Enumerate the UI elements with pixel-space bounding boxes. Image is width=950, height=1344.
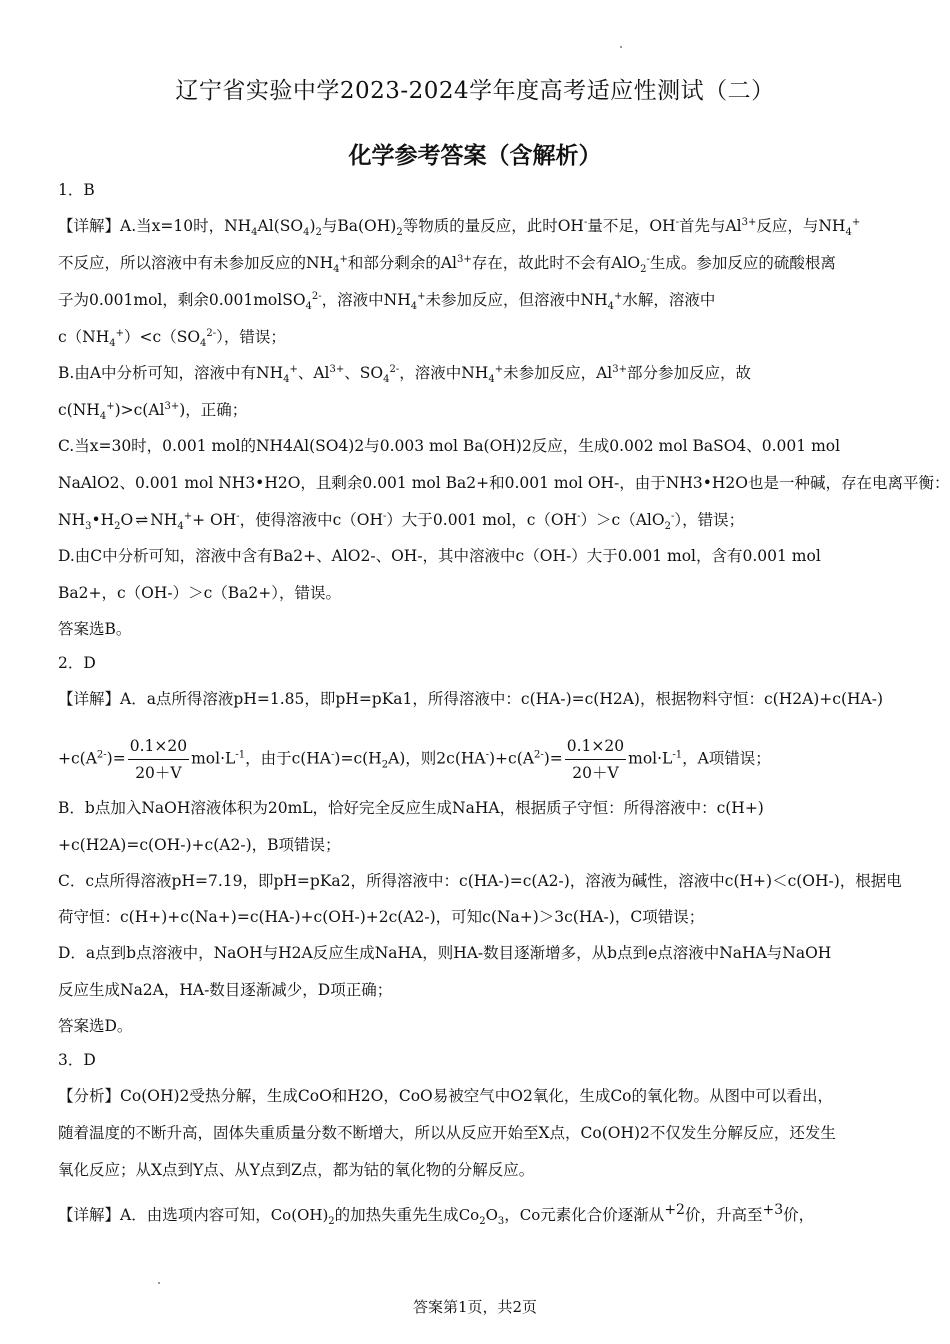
text-line: 不反应，所以溶液中有未参加反应的$NH_4^+$和部分剩余的$Al^{3+}$存在，故此时不会有AlO$_2$-生成。参加反应的硫酸根离 xyxy=(58,253,836,276)
text-line: +c(H2A)=c(OH-)+c(A2-)，B项错误； xyxy=(58,836,341,854)
text-line: $c(NH_4^+)<c(SO_4^{2-})$，错误； xyxy=(58,327,286,350)
text-line: 氧化反应；从X点到Y点、从Y点到Z点，都为钴的氧化物的分解反应。 xyxy=(58,1161,535,1179)
page-footer: 答案第1页，共2页 xyxy=(412,1298,538,1316)
text-line: 反应生成Na2A，HA-数目逐渐减少，D项正确； xyxy=(58,981,393,999)
question-2-answer: 2．D xyxy=(58,654,96,672)
text-line: 【详解】A.当x=10时，$NH_4Al(SO_4)_2$与$Ba(OH)_2$等物质的量反应，此时OH-量不足，OH-首先与$Al^{3+}$反应，与$NH_4^+$ xyxy=(58,216,861,239)
text-line: 子为0.001mol，剩余0.001molSO$_4^{2-}$，溶液中$NH_4^+$未参加反应，但溶液中$NH_4^+$水解，溶液中 xyxy=(58,290,716,313)
fraction: $\frac{0.1\times 20}{20+V}$ xyxy=(129,737,188,782)
question-1-answer: 1．B xyxy=(58,181,95,199)
text-line: D.由C中分析可知，溶液中含有Ba2+、AlO2-、OH-，其中溶液中c（OH-）大于0.001 mol，含有0.001 mol xyxy=(58,547,821,565)
question-3-answer: 3．D xyxy=(58,1051,96,1069)
text-line: B.由A中分析可知，溶液中有$NH_4^+$、$Al^{3+}$、$SO_4^{2-}$，溶液中$NH_4^+$未参加反应，$Al^{3+}$部分参加反应，故 xyxy=(58,363,751,386)
document-title: 辽宁省实验中学2023-2024学年度高考适应性测试（二） xyxy=(175,78,775,104)
equilibrium-arrow-icon: ⇌ xyxy=(135,511,149,529)
text-line: 答案选D。 xyxy=(58,1017,133,1035)
page-speck xyxy=(620,46,622,48)
text-line: 荷守恒：c(H+)+c(Na+)=c(HA-)+c(OH-)+2c(A2-)，可知c(Na+)＞3c(HA-)，C项错误； xyxy=(58,908,705,926)
page-speck xyxy=(158,1282,160,1284)
text-line: 【详解】A．a点所得溶液pH=1.85，即pH=pKa1，所得溶液中：c(HA-)=c(H2A)，根据物料守恒：c(H2A)+c(HA-) xyxy=(58,690,884,708)
text-line: B．b点加入NaOH溶液体积为20mL，恰好完全反应生成NaHA，根据质子守恒：所得溶液中：c(H+) xyxy=(58,799,764,817)
text-line: 【详解】A．由选项内容可知，$Co(OH)_2$的加热失重先生成$Co_2O_3$，Co元素化合价逐渐从$^{+2}$价，升高至$^{+3}$价， xyxy=(58,1201,815,1228)
text-line: 【分析】Co(OH)2受热分解，生成CoO和H2O，CoO易被空气中O2氧化，生成Co的氧化物。从图中可以看出， xyxy=(58,1087,834,1105)
fraction: $\frac{0.1\times 20}{20+V}$ xyxy=(566,737,625,782)
text-line: 随着温度的不断升高，固体失重质量分数不断增大，所以从反应开始至X点，Co(OH)2不仅发生分解反应，还发生 xyxy=(58,1124,836,1142)
text-line: NaAlO2、0.001 mol NH3•H2O，且剩余0.001 mol Ba2+和0.001 mol OH-，由于NH3•H2O也是一种碱，存在电离平衡： xyxy=(58,474,950,492)
text-line-with-fraction: $+c(A^{2-})=$ $\frac{0.1\times 20}{20+V}$ $mol\cdot L^{-1}$，由于$c(HA^-)=c(H_2A)$，则$2c(HA^-)+c(A^{2-})=$ $\frac{0.1\times 20}{20+V}$ $mol\cdot L^{-1}$，A项错误； xyxy=(58,737,771,782)
text-line: C.当x=30时，0.001 mol的NH4Al(SO4)2与0.003 mol Ba(OH)2反应，生成0.002 mol BaSO4、0.001 mol xyxy=(58,437,841,455)
document-subtitle: 化学参考答案（含解析） xyxy=(348,142,602,169)
text-line: D．a点到b点溶液中，NaOH与H2A反应生成NaHA，则HA-数目逐渐增多，从b点到e点溶液中NaHA与NaOH xyxy=(58,944,832,962)
text-line: C．c点所得溶液pH=7.19，即pH=pKa2，所得溶液中：c(HA-)=c(A2-)，溶液为碱性，溶液中c(H+)＜c(OH-)，根据电 xyxy=(58,872,902,890)
text-line: $NH_3•H_2O$ ⇌ $NH_4^++ OH^-$，使得溶液中c（OH-）大于0.001 mol，c（OH-）＞c（AlO$_2$-），错误； xyxy=(58,510,745,533)
text-line: 答案选B。 xyxy=(58,620,132,638)
text-line: Ba2+，c（OH-）＞c（Ba2+），错误。 xyxy=(58,584,342,602)
text-line: $c(NH_4^+)>c(Al^{3+})$，正确； xyxy=(58,400,248,423)
